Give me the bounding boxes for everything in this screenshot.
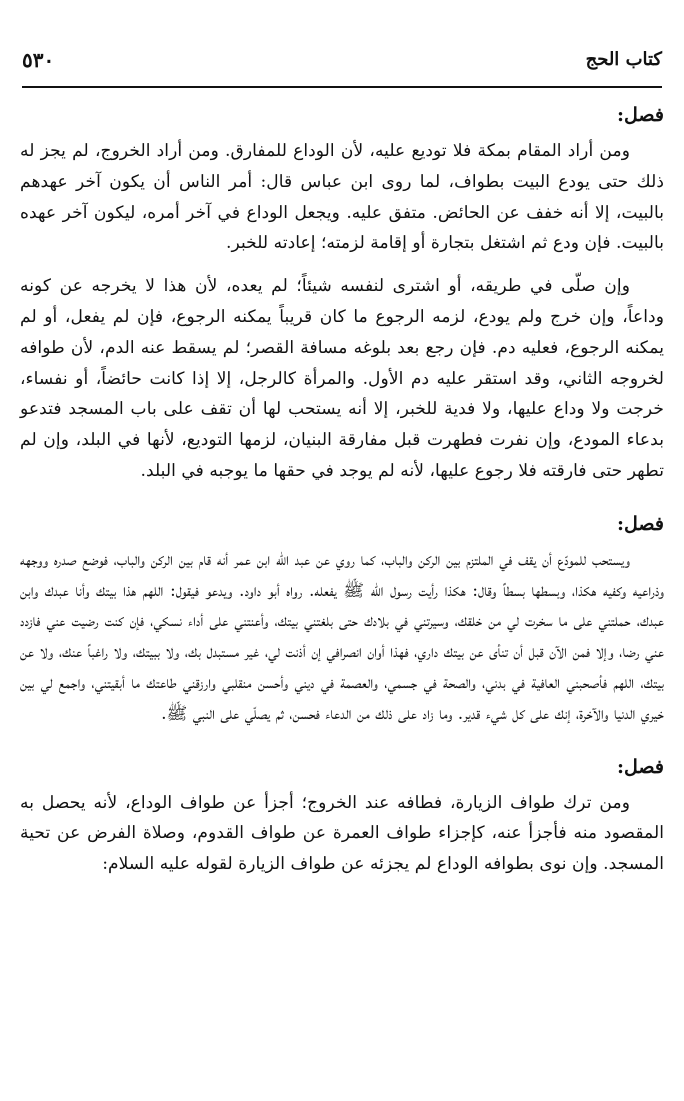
paragraph: ومن أراد المقام بمكة فلا توديع عليه، لأن الوداع للمفارق. ومن أراد الخروج، لم يجز له ذلك حتى يودع البيت بطواف، لما روى ابن عباس قال: أمر الناس أن يكون آخر عهدهم بالبيت، إلا أنه خفف عن الحائض. متفق عليه. ويجعل الوداع في آخر أمره، ليكون آخر عهده بالبيت. فإن ودع ثم اشتغل بتجارة أو إقامة لزمته؛ إعادته للخبر. <box>20 141 664 254</box>
paragraph: وإن صلّى في طريقه، أو اشترى لنفسه شيئاً؛ لم يعده، لأن هذا لا يخرجه عن كونه وداعاً، وإن خرج ولم يودع، لزمه الرجوع ما كان قريباً يمكنه الرجوع، فإن لم يفعل، أو لم يمكنه الرجوع، فعليه دم. فإن رجع بعد بلوغه مسافة القصر؛ لم يسقط عنه الدم، لأن طوافه لخروجه الثاني، وقد استقر عليه دم الأول. والمرأة كالرجل، إلا إذا كانت حائضاً، أو نفساء، خرجت ولا وداع عليها، ولا فدية للخبر، إلا أنه يستحب لها أن تقف على باب المسجد فتدعو بدعاء المودع، وإن نفرت فطهرت قبل مفارقة البنيان، لزمها التوديع، لأنها في البلد، وإن لم تطهر حتى فارقته فلا رجوع عليها، لأنه لم يوجد في حقها ما يوجبه في البلد. <box>20 276 664 481</box>
section-heading: فصل: <box>617 755 664 778</box>
section-ziyarah-tawaf <box>20 752 664 880</box>
page-number: ٥٣٠ <box>22 48 55 72</box>
section-heading: فصل: <box>617 104 664 126</box>
section-heading: فصل: <box>617 512 664 535</box>
book-title: كتاب الحج <box>585 49 662 70</box>
page-body <box>20 100 664 880</box>
page-header <box>22 46 662 88</box>
paragraph: ويستحب للمودّع أن يقف في الملتزم بين الركن والباب، كما روي عن عبد الله ابن عمر أنه قام بين الركن والباب، فوضع صدره ووجهه وذراعيه وكفيه هكذا، وبسطها بسطاً وقال: هكذا رأيت رسول الله ﷺ يفعله. رواه أبو داود. ويدعو فيقول: اللهم هذا بيتك وأنا عبدك وابن عبدك، حملتني على ما سخرت لي من خلقك، وسيرتني في بلادك حتى بلغتني بيتك، وأعنتني على أداء نسكي، فإن كنت رضيت عني فازدد عني رضا، وإلا فمن الآن قبل أن تنأى عن بيتك داري، فهذا أوان انصرافي إن أذنت لي، غير مستبدل بك، ولا ببيتك، ولا راغباً عنك، ولا عن بيتك، اللهم فأصحبني العافية في بدني، والصحة في جسمي، والعصمة في ديني وأحسن منقلبي وارزقني طاعتك ما أبقيتني، واجمع لي بين خيري الدنيا والآخرة، إنك على كل شيء قدير. وما زاد على ذلك من الدعاء فحسن، ثم يصلّي على النبي ﷺ. <box>20 549 664 724</box>
paragraph: ومن ترك طواف الزيارة، فطافه عند الخروج؛ أجزأ عن طواف الوداع، لأنه يحصل به المقصود منه فأجزأ عنه، كإجزاء طواف العمرة عن طواف القدوم، وصلاة الفرض عن تحية المسجد. وإن نوى بطوافه الوداع لم يجزئه عن طواف الزيارة لقوله عليه السلام: <box>20 792 664 875</box>
section-farewell-tawaf <box>20 100 664 487</box>
section-multazam <box>20 509 664 730</box>
